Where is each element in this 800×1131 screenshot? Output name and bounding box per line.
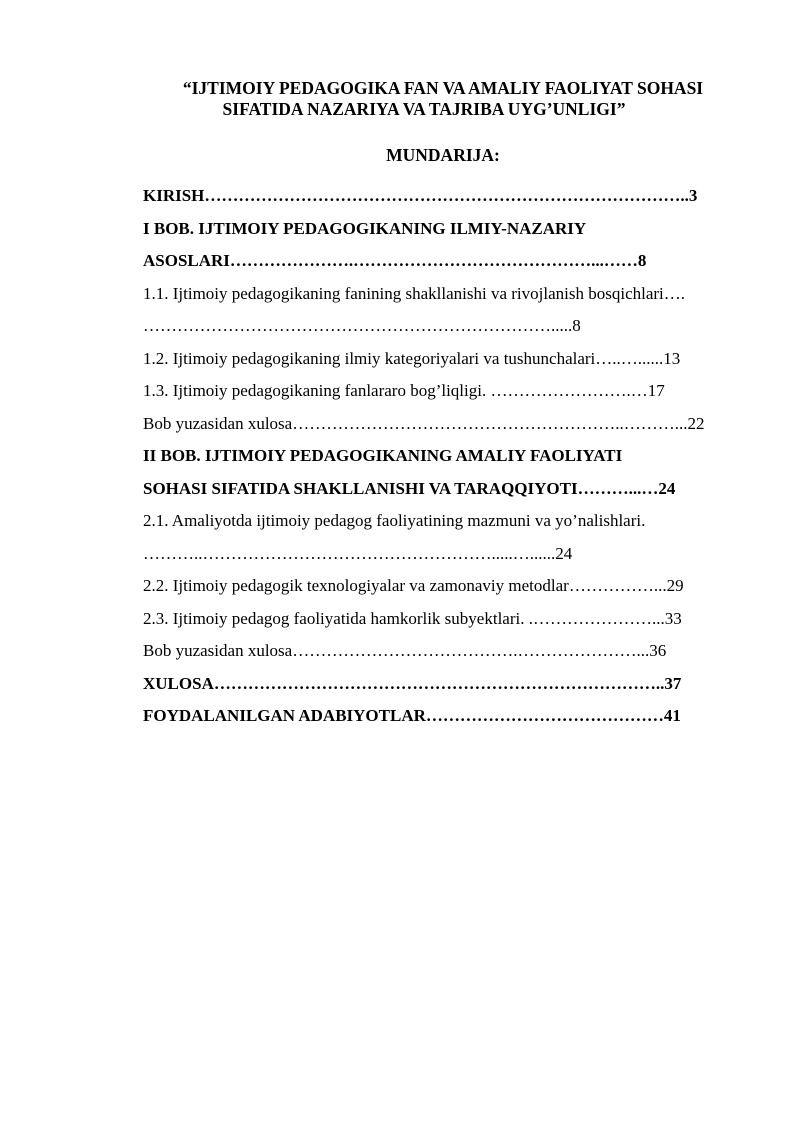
contents-heading: MUNDARIJA:: [386, 145, 500, 165]
toc-entry: ………..…………………………………………….....…......24: [143, 543, 573, 563]
toc-entry: 1.2. Ijtimoiy pedagogikaning ilmiy kategoriyalari va tushunchalari…..…......13: [143, 348, 681, 368]
toc-entry: 2.2. Ijtimoiy pedagogik texnologiyalar va zamonaviy metodlar……………...29: [143, 576, 684, 595]
toc-entry: Bob yuzasidan xulosa………………………………….…………………...36: [143, 641, 667, 660]
toc-entry: ……………………………………………………………….....8: [143, 316, 581, 335]
toc-entry: I BOB. IJTIMOIY PEDAGOGIKANING ILMIY-NAZARIY: [143, 218, 587, 238]
title-line-1: “IJTIMOIY PEDAGOGIKA FAN VA AMALIY FAOLIYAT SOHASI: [182, 78, 704, 98]
toc-entry: SOHASI SIFATIDA SHAKLLANISHI VA TARAQQIYOTI………...…24: [143, 478, 676, 498]
toc-entry: 1.3. Ijtimoiy pedagogikaning fanlararo bog’liqligi. …………………….…17: [143, 381, 665, 400]
table-of-contents: [143, 183, 743, 736]
toc-entry: 1.1. Ijtimoiy pedagogikaning fanining shakllanishi va rivojlanish bosqichlari….: [143, 283, 686, 303]
document-title: [0, 78, 800, 120]
toc-entry: 2.1. Amaliyotda ijtimoiy pedagog faoliyatining mazmuni va yo’nalishlari.: [143, 511, 646, 530]
toc-entry: 2.3. Ijtimoiy pedagog faoliyatida hamkorlik subyektlari. .…………………...33: [143, 608, 682, 628]
toc-entry: XULOSA……………………………………………………………………..37: [143, 673, 682, 693]
toc-entry: ASOSLARI………………….……………………………………...……8: [143, 251, 647, 270]
toc-entry: Bob yuzasidan xulosa…………………………………………………..………...22: [143, 413, 705, 433]
toc-entry: FOYDALANILGAN ADABIYOTLAR……………………………………41: [143, 706, 681, 725]
title-line-2: SIFATIDA NAZARIYA VA TAJRIBA UYG’UNLIGI”: [222, 99, 626, 119]
toc-entry: II BOB. IJTIMOIY PEDAGOGIKANING AMALIY FAOLIYATI: [143, 446, 623, 465]
toc-entry: KIRISH…………………………………………………………………………..3: [143, 186, 698, 205]
